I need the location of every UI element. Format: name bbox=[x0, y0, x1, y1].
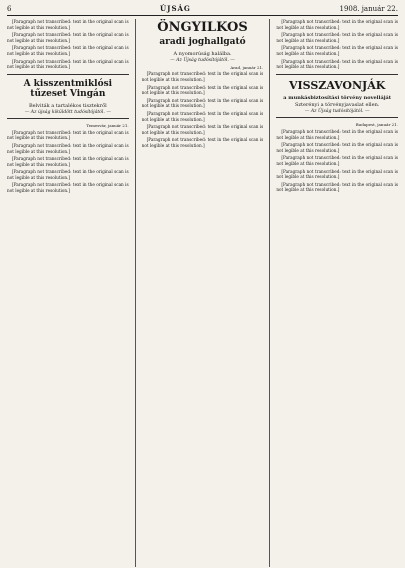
paragraph: [Paragraph not transcribed: text in the original scan is not legible at this resolution.] bbox=[276, 142, 399, 153]
issue-date: 1908. január 22. bbox=[339, 5, 398, 13]
paragraph: [Paragraph not transcribed: text in the original scan is not legible at this resolution.] bbox=[276, 129, 399, 140]
paragraph: [Paragraph not transcribed: text in the original scan is not legible at this resolution.] bbox=[141, 110, 264, 122]
page-number: 6 bbox=[7, 5, 12, 13]
article-dateline: Temesvár, január 21. bbox=[86, 123, 129, 129]
article-title: A kisszentmiklósi tűzeset Vingán bbox=[23, 78, 113, 99]
article-title: VISSZAVONJÁK bbox=[288, 78, 386, 92]
paragraph: [Paragraph not transcribed: text in the original scan is not legible at this resolution.] bbox=[276, 58, 399, 70]
paragraph: [Paragraph not transcribed: text in the original scan is not legible at this resolution.] bbox=[141, 71, 264, 82]
paragraph: [Paragraph not transcribed: text in the original scan is not legible at this resolution.] bbox=[141, 97, 264, 109]
paragraph: [Paragraph not transcribed: text in the original scan is not legible at this resolution.] bbox=[7, 45, 129, 56]
header-rule bbox=[7, 15, 398, 16]
section-title-2: aradi joghallgató bbox=[159, 37, 246, 48]
article-subtitle: a munkásbiztosítási törvény novelláját bbox=[283, 94, 392, 101]
section-credit: — Az Újság tudósítójától. — bbox=[170, 58, 235, 64]
masthead: ÚJSÁG bbox=[160, 4, 191, 13]
section-dateline: Arad, január 21. bbox=[230, 64, 264, 70]
article-box bbox=[7, 74, 129, 119]
paragraph: [Paragraph not transcribed: text in the original scan is not legible at this resolution.] bbox=[7, 19, 129, 30]
article-subtitle-2: Szterényi a törvényjavaslat ellen. bbox=[294, 101, 380, 108]
paragraph: [Paragraph not transcribed: text in the original scan is not legible at this resolution.] bbox=[7, 58, 129, 70]
column-2 bbox=[142, 19, 264, 567]
article-credit: — Az Újság tudósítójától. — bbox=[304, 108, 370, 114]
paragraph: [Paragraph not transcribed: text in the original scan is not legible at this resolution.] bbox=[276, 155, 399, 166]
paragraph: [Paragraph not transcribed: text in the original scan is not legible at this resolution.] bbox=[7, 156, 129, 167]
paragraph: [Paragraph not transcribed: text in the original scan is not legible at this resolution.] bbox=[276, 19, 399, 30]
column-divider bbox=[269, 19, 270, 567]
section-title: ÖNGYILKOS bbox=[157, 20, 248, 35]
col1-intro bbox=[7, 19, 129, 70]
paragraph: [Paragraph not transcribed: text in the original scan is not legible at this resolution.] bbox=[7, 182, 129, 194]
paragraph: [Paragraph not transcribed: text in the original scan is not legible at this resolution.] bbox=[276, 32, 399, 43]
column-divider bbox=[135, 19, 136, 567]
paragraph: [Paragraph not transcribed: text in the original scan is not legible at this resolution.] bbox=[141, 137, 264, 148]
paragraph: [Paragraph not transcribed: text in the original scan is not legible at this resolution.] bbox=[276, 45, 399, 56]
paragraph: [Paragraph not transcribed: text in the original scan is not legible at this resolution.] bbox=[276, 181, 399, 193]
article-subtitle: Belviták a tartalékos tisztekről bbox=[28, 102, 107, 109]
column-3 bbox=[276, 19, 398, 567]
article-credit: — Az újság kiküldött tudósítójától. — bbox=[24, 109, 111, 115]
paragraph: [Paragraph not transcribed: text in the original scan is not legible at this resolution.] bbox=[141, 124, 264, 135]
paragraph: [Paragraph not transcribed: text in the original scan is not legible at this resolution.] bbox=[7, 169, 129, 180]
paragraph: [Paragraph not transcribed: text in the original scan is not legible at this resolution.] bbox=[276, 168, 399, 180]
paragraph: [Paragraph not transcribed: text in the original scan is not legible at this resolution.] bbox=[141, 84, 264, 96]
paragraph: [Paragraph not transcribed: text in the original scan is not legible at this resolution.] bbox=[7, 32, 129, 43]
paragraph: [Paragraph not transcribed: text in the original scan is not legible at this resolution.] bbox=[7, 129, 129, 141]
paragraph: [Paragraph not transcribed: text in the original scan is not legible at this resolution.] bbox=[7, 142, 129, 154]
article-box bbox=[276, 74, 398, 119]
page-header bbox=[7, 4, 398, 14]
section-subtitle: A nyomorúság halálba. bbox=[173, 51, 232, 58]
article-dateline: Budapest, január 21. bbox=[355, 122, 399, 128]
columns bbox=[7, 19, 398, 567]
column-1 bbox=[7, 19, 129, 567]
